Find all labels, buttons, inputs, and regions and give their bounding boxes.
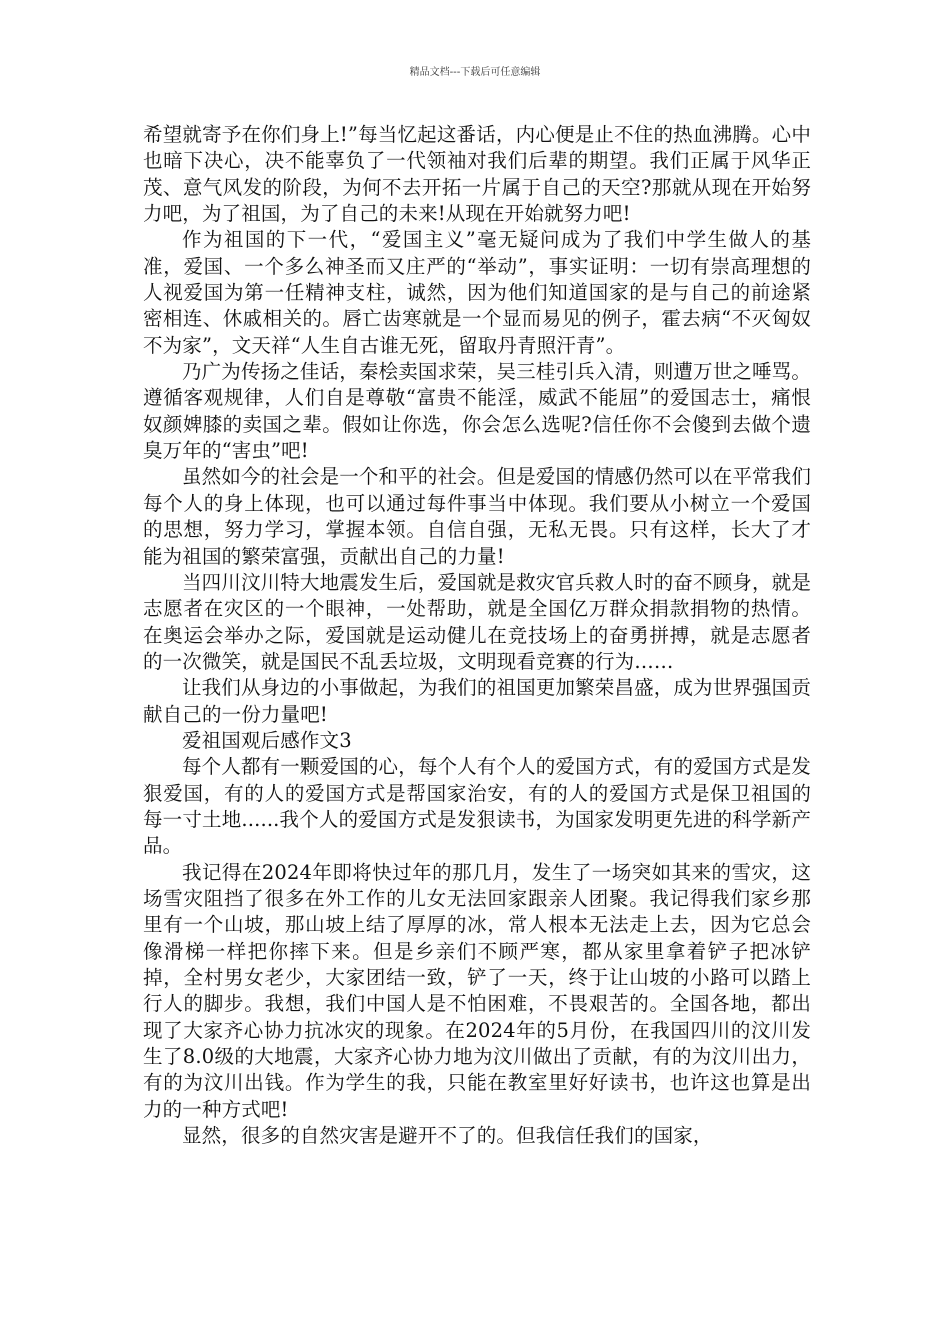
paragraph: 虽然如今的社会是一个和平的社会。但是爱国的情感仍然可以在平常我们每个人的身上体现，也可以通过每件事当中体现。我们要从小树立一个爱国的思想，努力学习，掌握本领。自信自强，无私无畏。只有这样，长大了才能为祖国的繁荣富强，贡献出自己的力量! [143, 465, 811, 568]
paragraph: 让我们从身边的小事做起，为我们的祖国更加繁荣昌盛，成为世界强国贡献自己的一份力量吧! [143, 676, 811, 726]
page-header: 精品文档---下载后可任意编辑 [409, 67, 541, 78]
document-body [143, 122, 811, 1149]
paragraph: 当四川汶川特大地震发生后，爱国就是救灾官兵救人时的奋不顾身，就是志愿者在灾区的一个眼神，一处帮助，就是全国亿万群众捐款捐物的热情。在奥运会举办之际，爱国就是运动健儿在竞技场上的奋勇拼搏，就是志愿者的一次微笑，就是国民不乱丢垃圾，文明现看竞赛的行为…… [143, 570, 811, 673]
paragraph: 显然，很多的自然灾害是避开不了的。但我信任我们的国家， [182, 1124, 713, 1148]
paragraph: 作为祖国的下一代，“爱国主义”毫无疑问成为了我们中学生做人的基准，爱国、一个多么神圣而又庄严的“举动”，事实证明：一切有崇高理想的人视爱国为第一任精神支柱，诚然，因为他们知道国家的是与自己的前途紧密相连、休戚相关的。唇亡齿寒就是一个显而易见的例子，霍去病“不灭匈奴不为家”，文天祥“人生自古谁无死，留取丹青照汗青”。 [143, 228, 811, 357]
section-heading: 爱祖国观后感作文3 [182, 728, 352, 752]
paragraph: 希望就寄予在你们身上!”每当忆起这番话，内心便是止不住的热血沸腾。心中也暗下决心，决不能辜负了一代领袖对我们后辈的期望。我们正属于风华正茂、意气风发的阶段，为何不去开拓一片属于自己的天空?那就从现在开始努力吧，为了祖国，为了自己的未来!从现在开始就努力吧! [143, 123, 811, 226]
paragraph: 乃广为传扬之佳话，秦桧卖国求荣，吴三桂引兵入清，则遭万世之唾骂。遵循客观规律，人们自是尊敬“富贵不能淫，威武不能屈”的爱国志士，痛恨奴颜婢膝的卖国之辈。假如让你选，你会怎么选呢?信任你不会傻到去做个遗臭万年的“害虫”吧! [143, 360, 811, 463]
paragraph: 我记得在2024年即将快过年的那几月，发生了一场突如其来的雪灾，这场雪灾阻挡了很多在外工作的儿女无法回家跟亲人团聚。我记得我们家乡那里有一个山坡，那山坡上结了厚厚的冰，常人根本无法走上去，因为它总会像滑梯一样把你摔下来。但是乡亲们不顾严寒，都从家里拿着铲子把冰铲掉，全村男女老少，大家团结一致，铲了一天，终于让山坡的小路可以踏上行人的脚步。我想，我们中国人是不怕困难，不畏艰苦的。全国各地，都出现了大家齐心协力抗冰灾的现象。在2024年的5月份，在我国四川的汶川发生了8.0级的大地震，大家齐心协力地为汶川做出了贡献，有的为汶川出力，有的为汶川出钱。作为学生的我，只能在教室里好好读书，也许这也算是出力的一种方式吧! [143, 860, 811, 1121]
paragraph: 每个人都有一颗爱国的心，每个人有个人的爱国方式，有的爱国方式是发狠爱国，有的人的爱国方式是帮国家治安，有的人的爱国方式是保卫祖国的每一寸土地......我个人的爱国方式是发狠读书，为国家发明更先进的科学新产品。 [143, 755, 811, 858]
